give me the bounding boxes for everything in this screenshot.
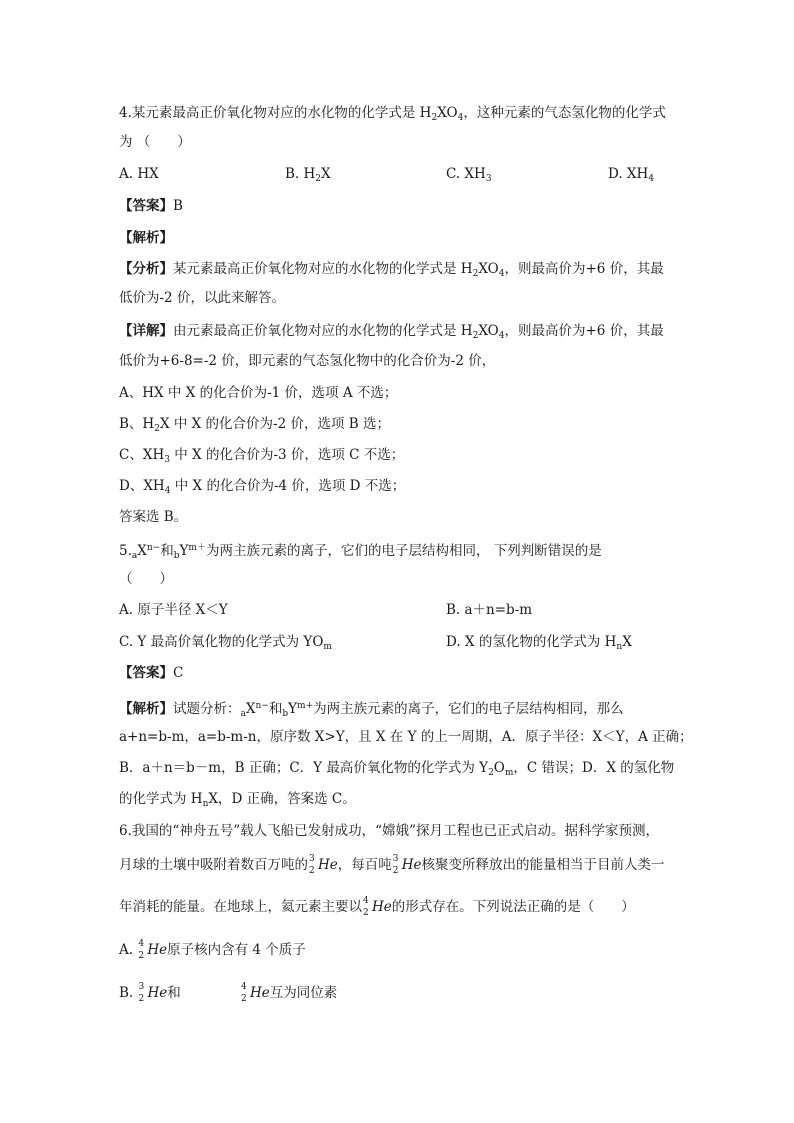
q5-option-c: C. Y 最高价氧化物的化学式为 $YO_m$ [119,634,332,652]
nuclide-prefix: 3 2 [138,982,145,1004]
q5-analysis-line2: a+n=b-m，a=b-m-n，原序数 X>Y，且 X 在 Y 的上一周期，A．原子半径：X＜Y，A 正确； [119,729,693,745]
q6-stem-line1: 6.我国的“神舟五号”载人飞船已发射成功，“嫦娥”探月工程也已正式启动。据科学家预测， [119,823,659,839]
q4-analysis-label: 【解析】 [119,230,173,246]
q4-stem-line1: 4.某元素最高正价氧化物对应的水化物的化学式是 $H_2XO_4$，这种元素的气态氢化物的化学式 [119,105,666,123]
q5-answer: 【答案】C [119,665,184,681]
nuclide-prefix: 4 2 [138,939,145,961]
nuclide-prefix: 4 2 [363,896,369,918]
q4-xiangjie-line1: 【详解】由元素最高正价氧化物对应的水化物的化学式是 $H_2XO_4$，则最高价为+6 价，其最 [119,323,664,341]
q5-analysis-line3: B．a＋n＝b－m，B 正确；C．Y 最高价氧化物的化学式为 $Y_2O_m$，C 错误；D．X 的氢化物 [119,760,675,778]
q4-fenxi-line1: 【分析】某元素最高正价氧化物对应的水化物的化学式是 $H_2XO_4$，则最高价为+6 价，其最 [119,261,664,279]
q6-stem-line2: 月球的土壤中吸附着数百万吨的 3 2 He，每百吨 3 2 He核聚变所释放出的能量相当于目前人类一 [119,854,665,876]
q4-xiangjie-line2: 低价为+6-8=-2 价，即元素的气态氢化物中的化合价为-2 价， [119,353,496,369]
q5-option-b: B. a＋n=b-m [446,602,533,618]
q6-option-a: A. 4 2 He原子核内含有 4 个质子 [119,939,306,961]
q6-option-b: B. 3 2 He和 [119,982,181,1004]
q4-option-b: B. $H_2X$ [285,166,331,184]
nuclide-prefix: 4 2 [241,982,247,1004]
q6-option-b-second: 4 2 He互为同位素 [241,982,338,1004]
nuclide-prefix: 3 2 [309,854,315,876]
q4-xiangjie-c: C、$XH_3$ 中 X 的化合价为-3 价，选项 C 不选； [119,447,405,465]
q6-stem-line3: 年消耗的能量。在地球上，氦元素主要以 4 2 He的形式存在。下列说法正确的是（ ） [119,896,635,918]
q5-analysis-line1: 【解析】试题分析：$_aX^{n-}$和$_bY^{m+}$为两主族元素的离子，它们的电子层结构相同，那么 [119,701,624,719]
q4-option-c: C. $XH_3$ [446,166,492,184]
q4-xiangjie-a: A、HX 中 X 的化合价为-1 价，选项 A 不选； [119,385,398,401]
q4-option-a: A. HX [119,166,159,182]
q5-option-a: A. 原子半径 X＜Y [119,602,228,618]
q4-fenxi-line2: 低价为-2 价，以此来解答。 [119,290,285,306]
q5-analysis-line4: 的化学式为 $H_nX$，D 正确，答案选 C。 [119,791,356,809]
q4-xiangjie-b: B、$H_2X$ 中 X 的化合价为-2 价，选项 B 选； [119,416,390,434]
q5-stem-paren: （ ） [119,571,173,587]
q4-answer: 【答案】B [119,198,183,214]
nuclide-prefix: 3 2 [392,854,399,876]
q4-option-d: D. $XH_4$ [608,166,655,184]
q4-stem-line2: 为 （ ） [119,134,191,150]
q5-stem-line1: $5._aX^{n-}$和$_bY^{m+}$为两主族元素的离子，它们的电子层结构相同， 下列判断错误的是 [119,543,602,561]
q5-option-d: D. X 的氢化物的化学式为 $H_nX$ [446,634,632,652]
q4-conclusion: 答案选 B。 [119,509,188,525]
q4-xiangjie-d: D、$XH_4$ 中 X 的化合价为-4 价，选项 D 不选； [119,478,406,496]
